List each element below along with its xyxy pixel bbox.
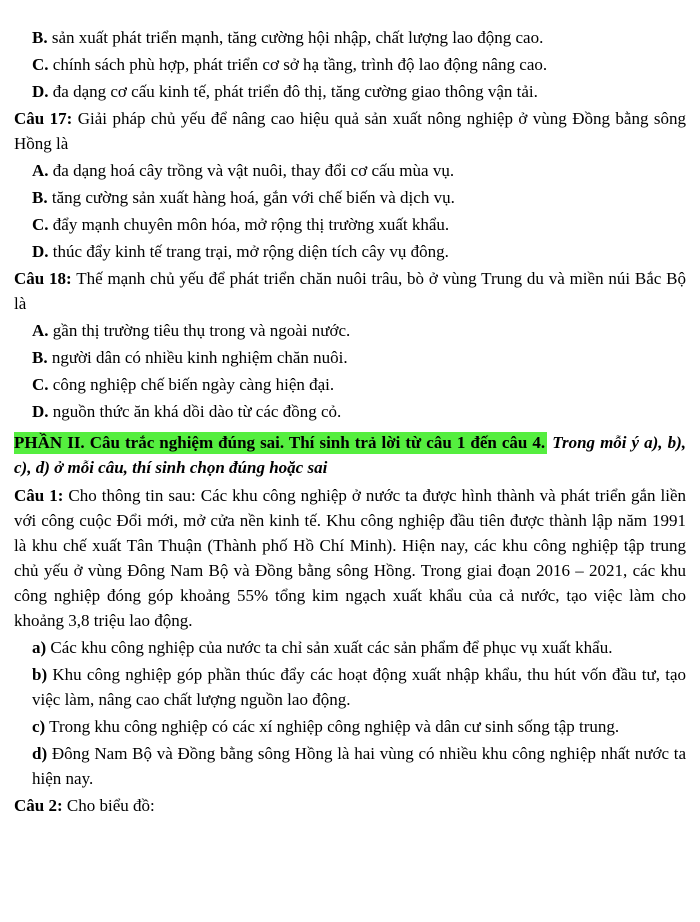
- statement-row: [32, 714, 686, 739]
- question-text: Cho biểu đồ:: [66, 796, 155, 815]
- option-row: [32, 212, 686, 237]
- question-1-stem: [14, 483, 686, 633]
- statement-row: [32, 662, 686, 712]
- statement-text: Đông Nam Bộ và Đồng bằng sông Hồng là hai vùng có nhiều khu công nghiệp nhất nước ta hiện nay.: [32, 744, 687, 788]
- statement-letter: b): [32, 665, 48, 684]
- option-row: [32, 158, 686, 183]
- option-text: gần thị trường tiêu thụ trong và ngoài nước.: [52, 321, 351, 340]
- option-row: [32, 52, 686, 77]
- question-text: Cho thông tin sau: Các khu công nghiệp ở nước ta được hình thành và phát triển gắn liền với công cuộc Đổi mới, mở cửa nền kinh tế. Khu công nghiệp đầu tiên được thành lập năm 1991 là khu chế xuất Tân Thuận (Thành phố Hồ Chí Minh). Hiện nay, các khu công nghiệp tập trung chủ yếu ở vùng Đông Nam Bộ và Đồng bằng sông Hồng. Trong giai đoạn 2016 – 2021, các khu công nghiệp đóng góp khoảng 55% tổng kim ngạch xuất khẩu của cả nước, tạo việc làm cho khoảng 3,8 triệu lao động.: [14, 486, 687, 630]
- option-text: người dân có nhiều kinh nghiệm chăn nuôi.: [51, 348, 348, 367]
- option-text: tăng cường sản xuất hàng hoá, gắn với chế biến và dịch vụ.: [51, 188, 455, 207]
- question-text: Thế mạnh chủ yếu để phát triển chăn nuôi trâu, bò ở vùng Trung du và miền núi Bắc Bộ là: [14, 269, 686, 313]
- statement-row: [32, 741, 686, 791]
- question-label: Câu 1:: [14, 486, 64, 505]
- option-letter: A.: [32, 161, 49, 180]
- statement-text: Trong khu công nghiệp có các xí nghiệp công nghiệp và dân cư sinh sống tập trung.: [49, 717, 620, 736]
- option-row: [32, 372, 686, 397]
- option-text: nguồn thức ăn khá dồi dào từ các đồng cỏ.: [52, 402, 342, 421]
- option-text: thúc đẩy kinh tế trang trại, mở rộng diện tích cây vụ đông.: [52, 242, 449, 261]
- statement-letter: c): [32, 717, 46, 736]
- option-row: [32, 345, 686, 370]
- question-label: Câu 17:: [14, 109, 73, 128]
- statement-text: Các khu công nghiệp của nước ta chỉ sản xuất các sản phẩm để phục vụ xuất khẩu.: [50, 638, 613, 657]
- question-label: Câu 2:: [14, 796, 63, 815]
- option-letter: B.: [32, 348, 48, 367]
- option-letter: C.: [32, 375, 49, 394]
- option-row: [32, 318, 686, 343]
- option-letter: B.: [32, 188, 48, 207]
- option-text: sản xuất phát triển mạnh, tăng cường hội nhập, chất lượng lao động cao.: [51, 28, 544, 47]
- option-row: [32, 79, 686, 104]
- question-18-stem: [14, 266, 686, 316]
- part2-highlighted-title: PHẦN II. Câu trắc nghiệm đúng sai. Thí sinh trả lời từ câu 1 đến câu 4.: [14, 433, 546, 452]
- option-text: đa dạng cơ cấu kinh tế, phát triển đô thị, tăng cường giao thông vận tải.: [52, 82, 538, 101]
- question-text: Giải pháp chủ yếu để nâng cao hiệu quả sản xuất nông nghiệp ở vùng Đồng bằng sông Hồng là: [14, 109, 687, 153]
- option-text: chính sách phù hợp, phát triển cơ sở hạ tầng, trình độ lao động nâng cao.: [52, 55, 548, 74]
- option-text: đẩy mạnh chuyên môn hóa, mở rộng thị trường xuất khẩu.: [52, 215, 450, 234]
- question-label: Câu 18:: [14, 269, 72, 288]
- option-text: công nghiệp chế biến ngày càng hiện đại.: [52, 375, 335, 394]
- option-letter: A.: [32, 321, 49, 340]
- statement-letter: a): [32, 638, 47, 657]
- statement-letter: d): [32, 744, 48, 763]
- part2-header: [14, 430, 686, 480]
- option-row: [32, 25, 686, 50]
- statement-row: [32, 635, 686, 660]
- option-row: [32, 185, 686, 210]
- option-letter: C.: [32, 55, 49, 74]
- option-letter: D.: [32, 82, 49, 101]
- option-row: [32, 239, 686, 264]
- statement-text: Khu công nghiệp góp phần thúc đẩy các hoạt động xuất nhập khẩu, thu hút vốn đầu tư, tạo việc làm, nâng cao chất lượng nguồn lao động.: [32, 665, 686, 709]
- option-row: [32, 399, 686, 424]
- option-text: đa dạng hoá cây trồng và vật nuôi, thay đổi cơ cấu mùa vụ.: [52, 161, 455, 180]
- option-letter: D.: [32, 242, 49, 261]
- option-letter: B.: [32, 28, 48, 47]
- part2-instruction: Trong mỗi ý a), b), c), d) ở mỗi câu, thí sinh chọn đúng hoặc sai: [14, 433, 687, 477]
- option-letter: D.: [32, 402, 49, 421]
- question-2-stem: [14, 793, 686, 818]
- question-17-stem: [14, 106, 686, 156]
- option-letter: C.: [32, 215, 49, 234]
